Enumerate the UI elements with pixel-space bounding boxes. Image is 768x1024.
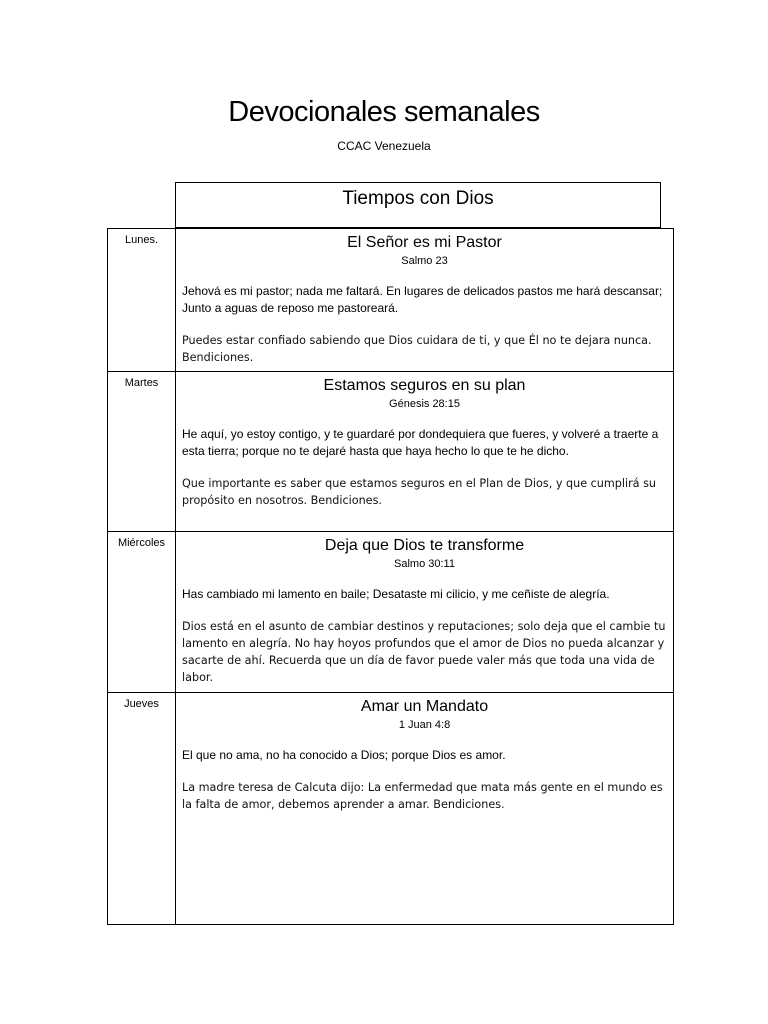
devotional-reference: Salmo 23 bbox=[401, 255, 448, 267]
devotional-reflection: La madre teresa de Calcuta dijo: La enfermedad que mata más gente en el mundo es la falta de amor, debemos aprender a amar. Bendiciones. bbox=[182, 781, 663, 811]
devotional-verse: He aquí, yo estoy contigo, y te guardaré por dondequiera que fueres, y volveré a traerte a esta tierra; porque no te dejaré hasta que haya hecho lo que te he dicho. bbox=[182, 427, 659, 458]
devotional-reflection: Que importante es saber que estamos seguros en el Plan de Dios, y que cumplirá su propósito en nosotros. Bendiciones. bbox=[182, 477, 657, 507]
devotional-cell bbox=[176, 693, 674, 925]
devotional-title: El Señor es mi Pastor bbox=[347, 234, 502, 251]
document-title: Devocionales semanales bbox=[228, 96, 540, 128]
table-header-cell bbox=[175, 182, 661, 228]
devotional-reference: Salmo 30:11 bbox=[394, 558, 455, 570]
devotional-verse: Has cambiado mi lamento en baile; Desataste mi cilicio, y me ceñiste de alegría. bbox=[182, 587, 610, 601]
document-subtitle: CCAC Venezuela bbox=[337, 139, 431, 153]
devotional-verse: El que no ama, no ha conocido a Dios; porque Dios es amor. bbox=[182, 748, 506, 762]
devotional-title: Estamos seguros en su plan bbox=[323, 377, 526, 394]
devotional-reference: Génesis 28:15 bbox=[389, 398, 460, 410]
day-label: Martes bbox=[108, 372, 176, 532]
devotional-reference: 1 Juan 4:8 bbox=[398, 719, 451, 731]
devotional-reflection: Dios está en el asunto de cambiar destinos y reputaciones; solo deja que el cambie tu lamento en alegría. No hay hoyos profundos que el amor de Dios no pueda alcanzar y sacarte de ahí. Recuerda que un día de favor puede valer más que toda una vida de labor. bbox=[182, 620, 666, 684]
table-row-martes bbox=[108, 372, 674, 532]
day-label: Jueves bbox=[108, 693, 176, 925]
table-row-jueves bbox=[108, 693, 674, 925]
devotional-table bbox=[107, 228, 666, 925]
devotional-cell bbox=[176, 372, 674, 532]
devotional-title: Deja que Dios te transforme bbox=[324, 537, 525, 554]
table-row-lunes bbox=[108, 229, 674, 372]
devotional-cell bbox=[176, 229, 674, 372]
devotional-title: Amar un Mandato bbox=[360, 698, 489, 715]
table-header-label: Tiempos con Dios bbox=[342, 188, 494, 209]
table-row-miercoles bbox=[108, 532, 674, 693]
devotional-cell bbox=[176, 532, 674, 693]
devotional-verse: Jehová es mi pastor; nada me faltará. En lugares de delicados pastos me hará descansar; Junto a aguas de reposo me pastoreará. bbox=[182, 284, 663, 315]
day-label: Miércoles bbox=[108, 532, 176, 693]
devotional-reflection: Puedes estar confiado sabiendo que Dios cuidara de ti, y que Él no te dejara nunca. Bendiciones. bbox=[182, 334, 652, 364]
day-label: Lunes. bbox=[108, 229, 176, 372]
